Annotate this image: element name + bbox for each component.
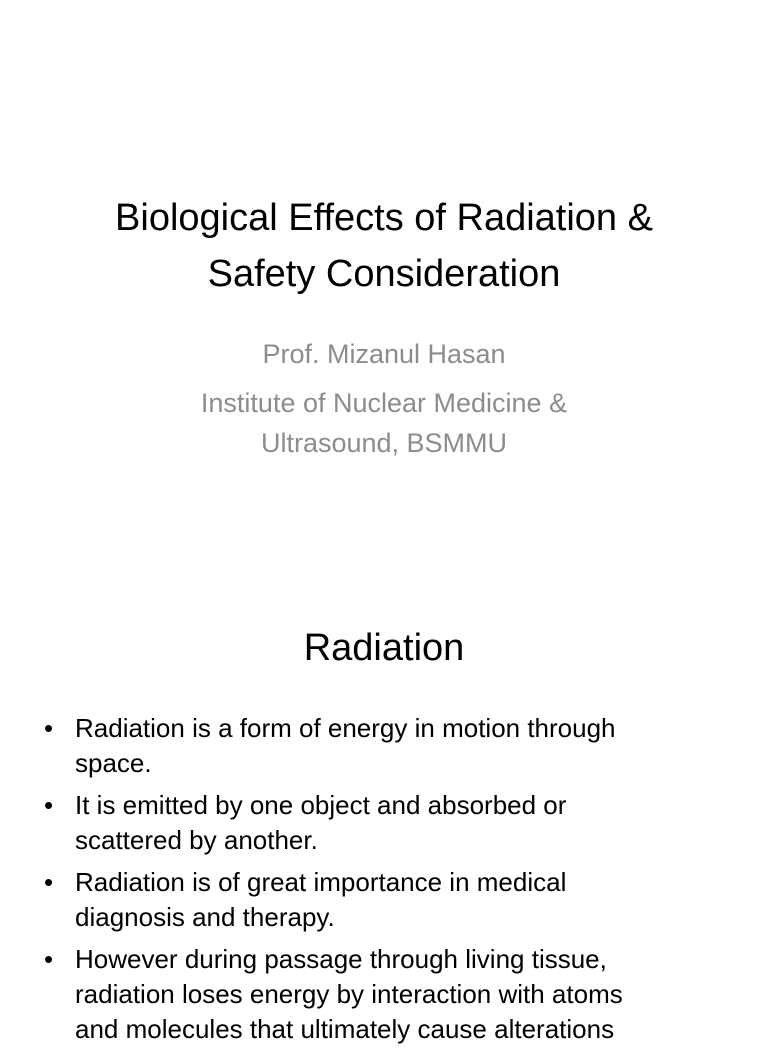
spacer: [60, 374, 708, 383]
slide-title: [40, 190, 728, 302]
bullet-text-line: Radiation is a form of energy in motion through: [75, 713, 616, 743]
bullet-item: [44, 788, 744, 858]
title-line: Biological Effects of Radiation &: [115, 197, 653, 239]
bullet-text-line: It is emitted by one object and absorbed or: [75, 790, 567, 820]
title-line: Safety Consideration: [207, 253, 561, 295]
bullet-list: [44, 711, 744, 1054]
bullet-icon: •: [44, 944, 54, 974]
bullet-icon: •: [44, 790, 54, 820]
content-slide: [0, 576, 768, 1044]
bullet-icon: •: [44, 713, 54, 743]
bullet-text-line: diagnosis and therapy.: [75, 902, 335, 932]
bullet-text-line: However during passage through living tissue,: [75, 944, 607, 974]
slide-title: Radiation: [303, 627, 465, 669]
bullet-item: [44, 711, 744, 781]
affiliation-line: Ultrasound, BSMMU: [260, 428, 508, 458]
bullet-text-line: space.: [75, 748, 152, 778]
bullet-text-line: scattered by another.: [75, 825, 318, 855]
bullet-item: [44, 942, 744, 1047]
bullet-text-line: Radiation is of great importance in medical: [75, 867, 567, 897]
bullet-text-line: radiation loses energy by interaction with atoms: [75, 979, 623, 1009]
bullet-icon: •: [44, 867, 54, 897]
affiliation-line: Institute of Nuclear Medicine &: [200, 388, 568, 418]
author-name: Prof. Mizanul Hasan: [262, 339, 506, 369]
slide-subtitle: [60, 334, 708, 463]
bullet-text-line: and molecules that ultimately cause alterations: [75, 1014, 615, 1044]
bullet-item: [44, 865, 744, 935]
